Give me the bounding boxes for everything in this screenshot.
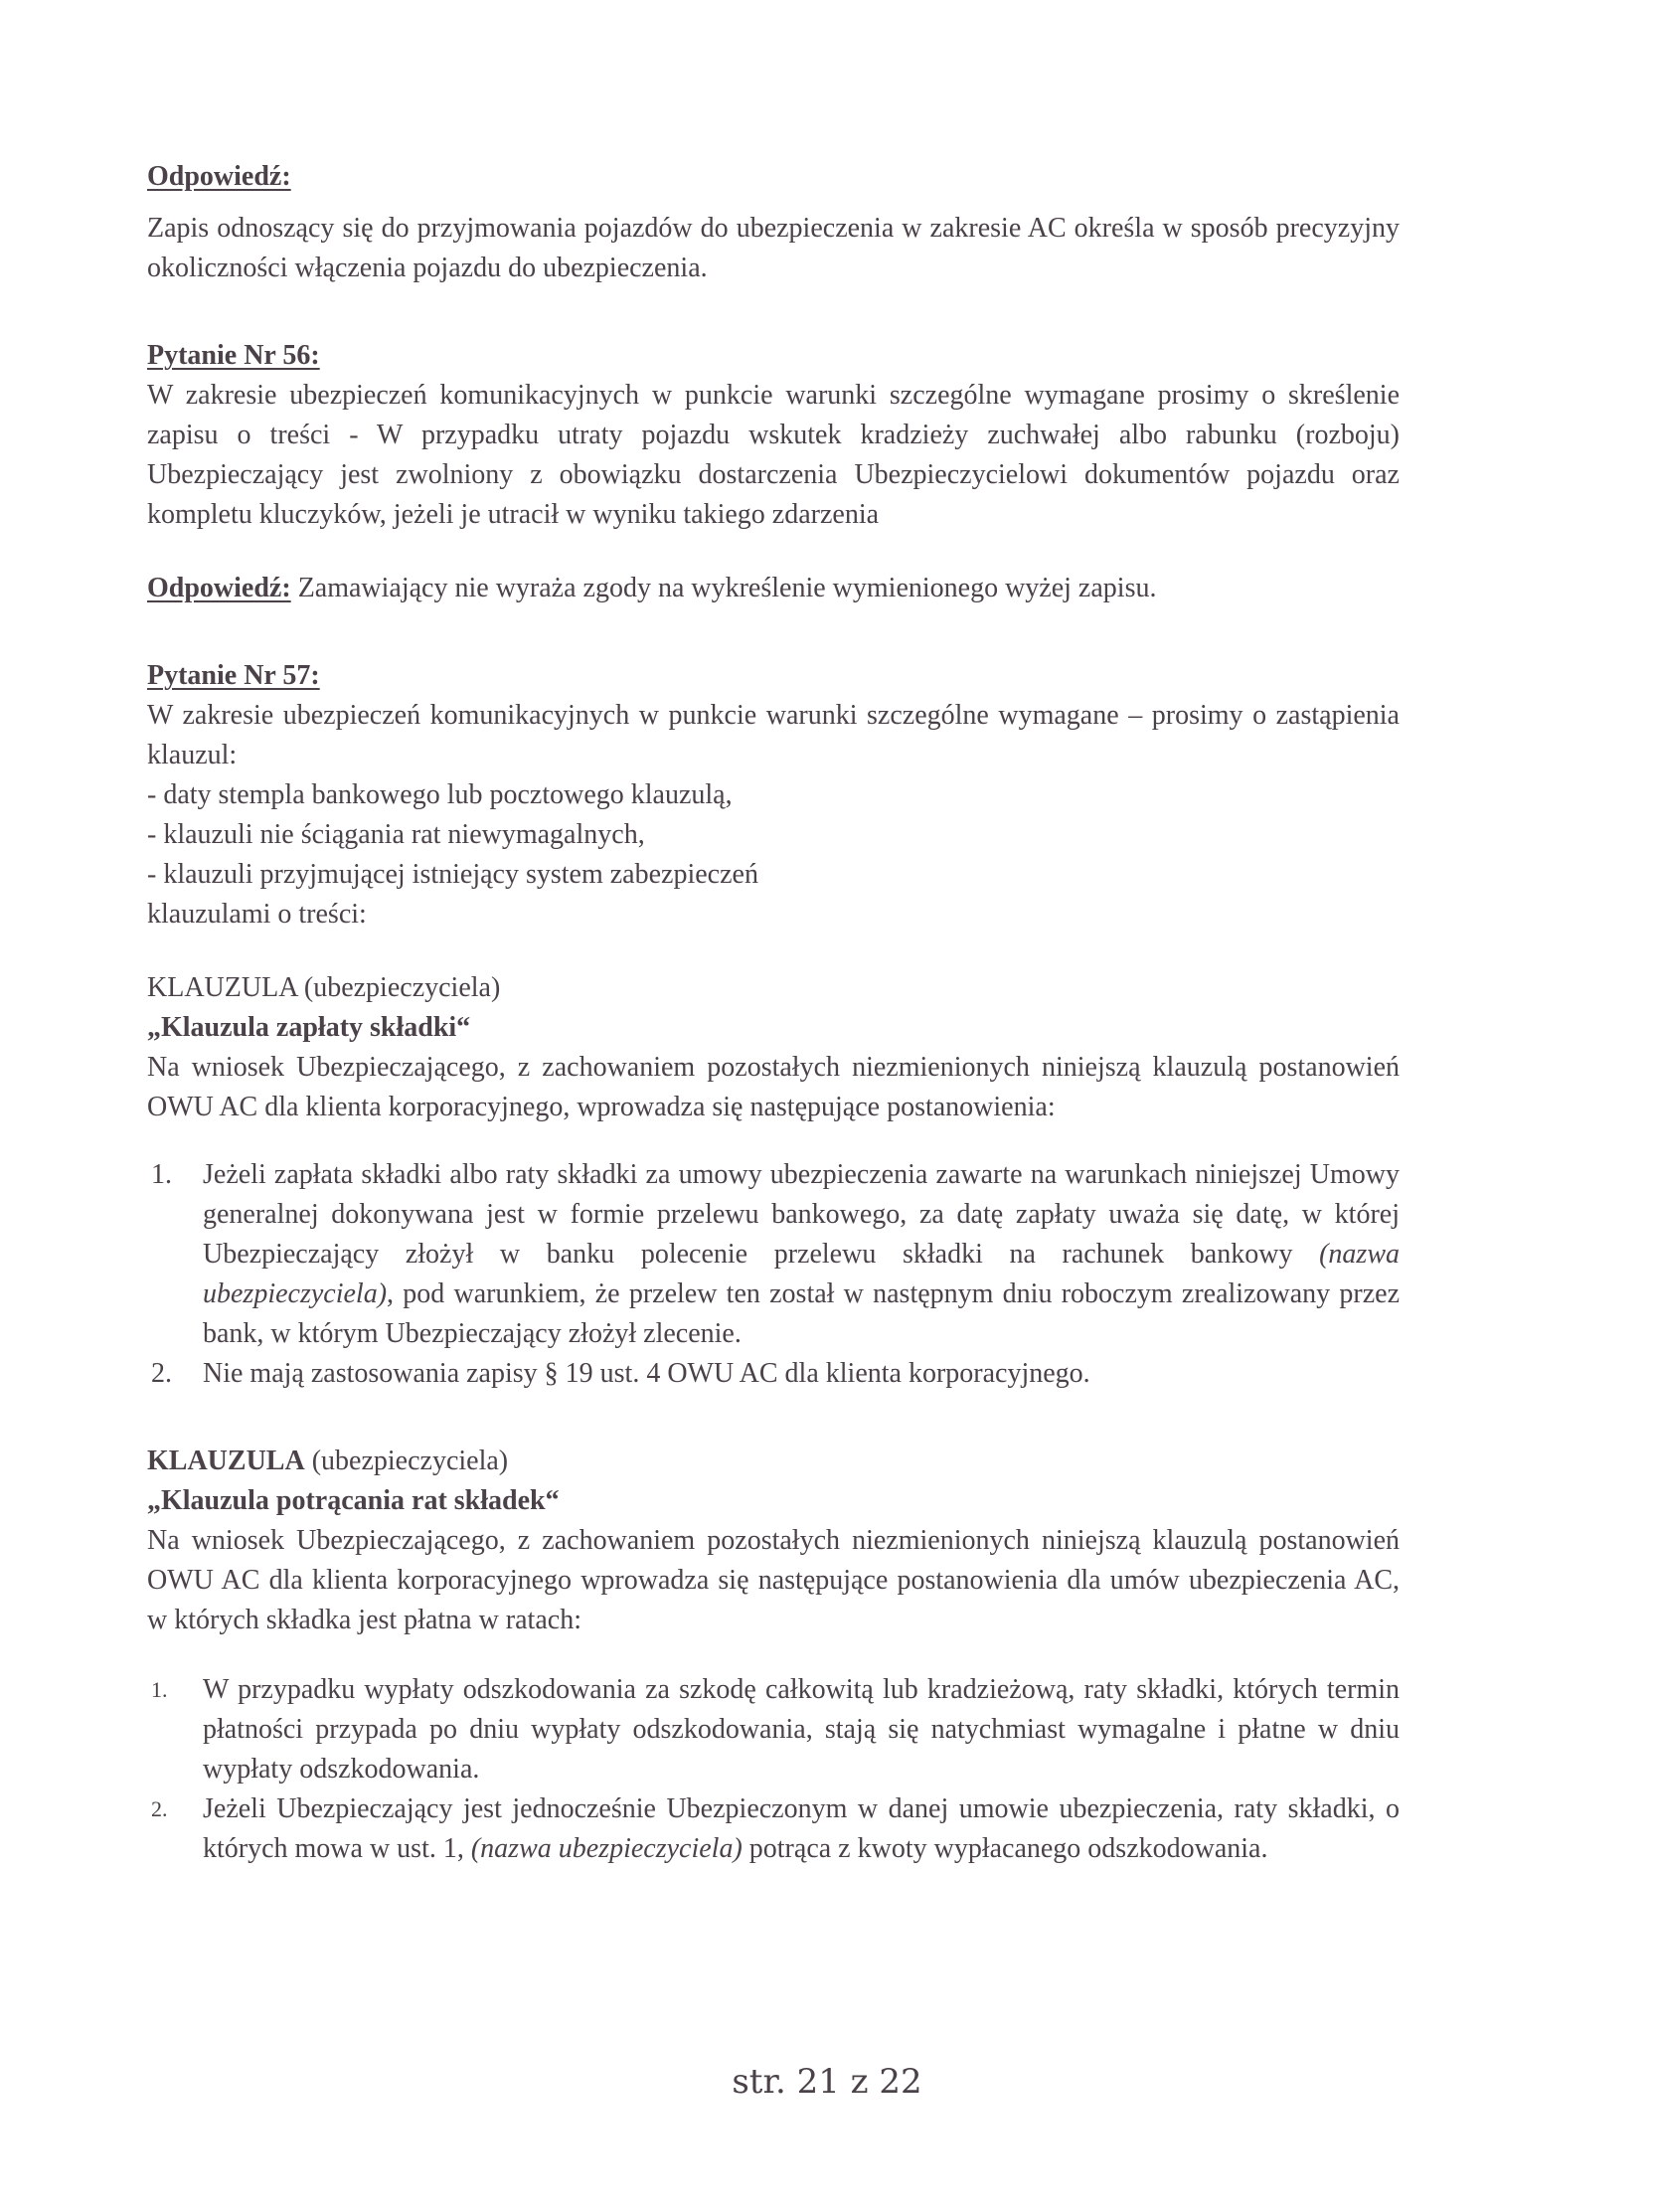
answer-56-section [147, 569, 1400, 608]
item-number: 2. [151, 1358, 172, 1389]
clause-label-main: KLAUZULA [147, 972, 297, 1003]
clause-item [147, 1155, 1400, 1354]
item-text-part: Jeżeli Ubezpieczający jest jednocześnie Ubezpieczonym w danej umowie ubezpieczenia, raty składki, o których mowa w ust. 1, [203, 1793, 1400, 1864]
answer-55-section [147, 157, 1400, 288]
bullet-item: - daty stempla bankowego lub pocztowego klauzulą, [147, 779, 733, 810]
clause-item [147, 1354, 1400, 1394]
question-heading: Pytanie Nr 57: [147, 660, 320, 691]
document-page [147, 157, 1400, 1869]
item-text: Nie mają zastosowania zapisy § 19 ust. 4 OWU AC dla klienta korporacyjnego. [203, 1358, 1090, 1389]
bullet-item: - klauzuli nie ściągania rat niewymagalnych, [147, 819, 645, 850]
question-heading: Pytanie Nr 56: [147, 340, 320, 371]
item-text-part: Jeżeli zapłata składki albo raty składki za umowy ubezpieczenia zawarte na warunkach niniejszej Umowy generalnej dokonywana jest w formie przelewu bankowego, za datę zapłaty uważa się datę, w której Ubezpieczający złożył w banku polecenie przelewu składki na rachunek bankowy [203, 1159, 1400, 1270]
clause-label-main: KLAUZULA [147, 1446, 305, 1476]
item-text: W przypadku wypłaty odszkodowania za szkodę całkowitą lub kradzieżową, raty składki, których termin płatności przypada po dniu wypłaty odszkodowania, stają się natychmiast wymagalne i płatne w dniu wypłaty odszkodowania. [203, 1674, 1400, 1785]
item-text-part: , pod warunkiem, że przelew ten został w następnym dniu roboczym zrealizowany przez bank, w którym Ubezpieczający złożył zlecenie. [203, 1278, 1400, 1349]
clause-items [147, 1155, 1400, 1394]
answer-text: Zapis odnoszący się do przyjmowania pojazdów do ubezpieczenia w zakresie AC określa w sposób precyzyjny okoliczności włączenia pojazdu do ubezpieczenia. [147, 213, 1400, 283]
clause-item [147, 1670, 1400, 1789]
bullet-item: - klauzuli przyjmującej istniejący system zabezpieczeń [147, 859, 758, 890]
clause-label-sub: (ubezpieczyciela) [304, 1446, 509, 1476]
item-text-part: potrąca z kwoty wypłacanego odszkodowania. [742, 1833, 1268, 1864]
clause-intro: Na wniosek Ubezpieczającego, z zachowaniem pozostałych niezmienionych niniejszą klauzulą postanowień OWU AC dla klienta korporacyjnego, wprowadza się następujące postanowienia: [147, 1052, 1400, 1122]
clause-label-sub: (ubezpieczyciela) [296, 972, 501, 1003]
question-57-section [147, 656, 1400, 935]
clause-title: „Klauzula potrącania rat składek“ [147, 1485, 560, 1516]
clause-label [147, 968, 1400, 1008]
item-text [203, 1155, 1400, 1354]
item-text [203, 1789, 1400, 1869]
question-56-section [147, 336, 1400, 535]
answer-heading: Odpowiedź: [147, 161, 291, 192]
page-number: str. 21 z 22 [732, 2062, 922, 2102]
clause-deduction-section [147, 1442, 1400, 1869]
question-outro: klauzulami o treści: [147, 899, 367, 930]
clause-label [147, 1442, 1400, 1481]
clause-title: „Klauzula zapłaty składki“ [147, 1012, 471, 1043]
item-number: 2. [151, 1796, 168, 1821]
insurer-name-placeholder: (nazwa ubezpieczyciela) [203, 1239, 1400, 1309]
answer-heading: Odpowiedź: [147, 573, 291, 603]
item-number: 1. [151, 1159, 172, 1190]
question-text: W zakresie ubezpieczeń komunikacyjnych w punkcie warunki szczególne wymagane prosimy o skreślenie zapisu o treści - W przypadku utraty pojazdu wskutek kradzieży zuchwałej albo rabunku (rozboju) Ubezpieczający jest zwolniony z obowiązku dostarczenia Ubezpieczycielowi dokumentów pojazdu oraz kompletu kluczyków, jeżeli je utracił w wyniku takiego zdarzenia [147, 380, 1400, 530]
clause-item [147, 1789, 1400, 1869]
answer-text: Zamawiający nie wyraża zgody na wykreślenie wymienionego wyżej zapisu. [290, 573, 1157, 603]
clause-payment-section [147, 968, 1400, 1394]
insurer-name-placeholder: (nazwa ubezpieczyciela) [470, 1833, 743, 1864]
question-intro: W zakresie ubezpieczeń komunikacyjnych w punkcie warunki szczególne wymagane – prosimy o zastąpienia klauzul: [147, 700, 1400, 770]
clause-intro: Na wniosek Ubezpieczającego, z zachowaniem pozostałych niezmienionych niniejszą klauzulą postanowień OWU AC dla klienta korporacyjnego wprowadza się następujące postanowienia dla umów ubezpieczenia AC, w których składka jest płatna w ratach: [147, 1525, 1400, 1635]
item-number: 1. [151, 1677, 168, 1702]
clause-items [147, 1670, 1400, 1869]
